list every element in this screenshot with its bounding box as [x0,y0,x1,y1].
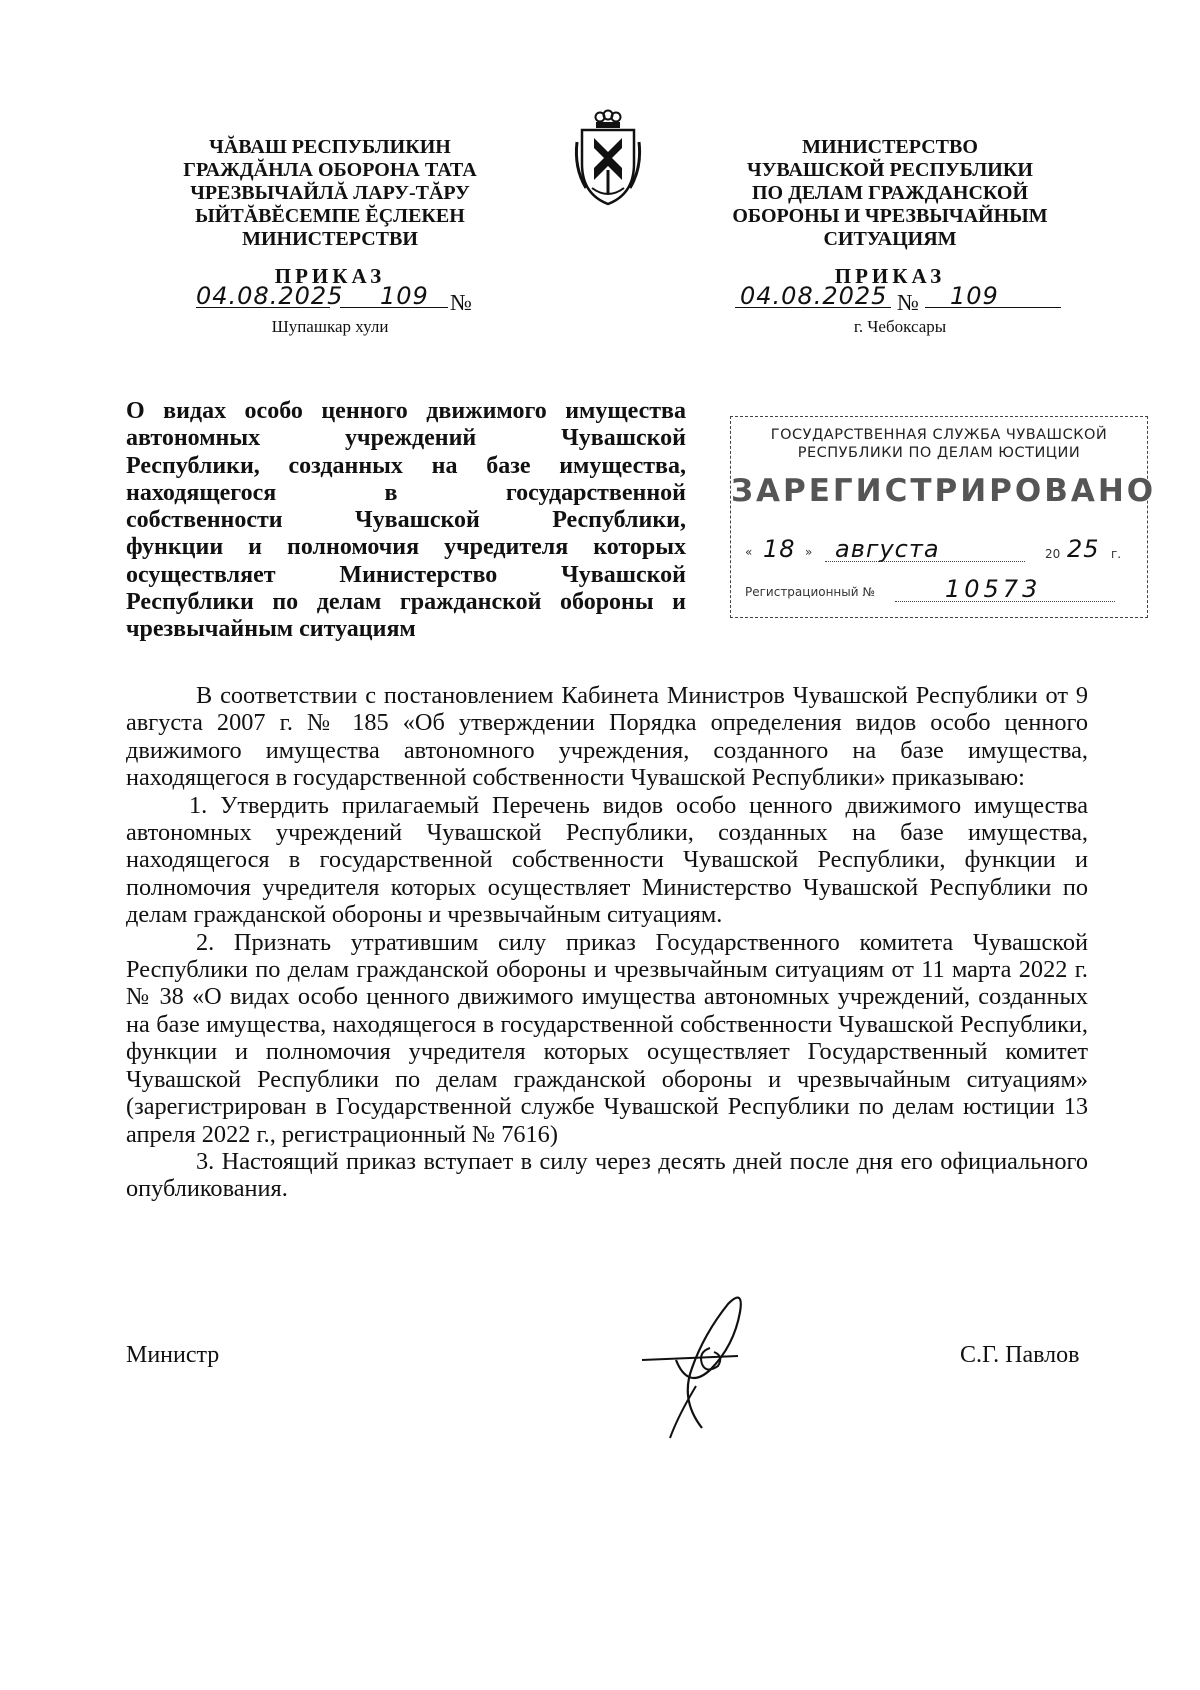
header-right-line: ОБОРОНЫ И ЧРЕЗВЫЧАЙНЫМ [732,205,1048,227]
signature-name: С.Г. Павлов [960,1342,1080,1368]
stamp-agency-line-1: ГОСУДАРСТВЕННАЯ СЛУЖБА ЧУВАШСКОЙ [770,427,1108,443]
stamp-year-mark: г. [1111,547,1122,561]
header-left-place: Шупашкар хули [271,317,389,336]
header-right-line: МИНИСТЕРСТВО [802,136,978,158]
stamp-month: августа [835,535,940,563]
body-preamble: В соответствии с постановлением Кабинета Министров Чувашской Республики от 9 августа 2007 г. № 185 «Об утверждении Порядка определения видов особо ценного движимого имущества автономного учреждения, созданного на базе имущества, находящегося в государственной собственности Чувашской Республики» приказываю: [126,682,1088,792]
stamp-day: 18 [763,535,796,563]
chuvash-republic-emblem-icon [572,108,644,208]
stamp-reg-number: 10573 [945,575,1042,603]
header-left-line: ЧĂВАШ РЕСПУБЛИКИН [209,136,451,158]
stamp-year-prefix: 20 [1045,547,1061,561]
header-left-line: ГРАЖДĂНЛА ОБОРОНА ТАТА [183,159,477,181]
header-right-line: ПО ДЕЛАМ ГРАЖДАНСКОЙ [751,182,1029,204]
title-line: собственности Чувашской Республики, [126,507,686,534]
header-right-place: г. Чебоксары [853,317,947,336]
header-right-order-word: ПРИКАЗ [834,264,946,288]
header-left-line: ЧРЕЗВЫЧАЙЛĂ ЛАРУ-ТĂРУ [190,182,470,204]
header-left-number: 109 [380,282,429,310]
document-title [126,398,686,644]
header-left-ministry-name [170,136,490,251]
title-line: автономных учреждений Чувашской [126,425,686,452]
header-left-date: 04.08.2025 [196,282,344,310]
header-right-ministry-name [720,136,1060,251]
stamp-date-row: « 18 » августа 20 25 г. [745,535,1122,563]
header-left-line: ЫЙТĂВĔСЕМПЕ ĔÇЛЕКЕН [195,205,465,227]
title-line: Республики, созданных на базе имущества, [126,452,686,479]
stamp-status: ЗАРЕГИСТРИРОВАНО [731,473,1157,509]
body-item-3: 3. Настоящий приказ вступает в силу через десять дней после дня его официального опубликования. [126,1147,1088,1203]
stamp-reg-label: Регистрационный № [745,585,875,599]
header-left-number-sign: № [450,290,472,315]
title-line: чрезвычайным ситуациям [126,616,416,643]
header-left-line: МИНИСТЕРСТВИ [242,228,418,250]
header-right-line: СИТУАЦИЯМ [823,228,957,250]
title-line: функции и полномочия учредителя которых [126,534,686,561]
title-line: осуществляет Министерство Чувашской [126,561,686,588]
body-item-2: 2. Признать утратившим силу приказ Государственного комитета Чувашской Республики по делам гражданской обороны и чрезвычайным ситуациям от 11 марта 2022 г. № 38 «О видах особо ценного движимого имущества автономных учреждений, созданных на базе имущества, находящегося в государственной собственности Чувашской Республики, функции и полномочия учредителя которых осуществляет Государственный комитет Чувашской Республики по делам гражданской обороны и чрезвычайным ситуациям» (зарегистрирован в Государственной службе Чувашской Республики по делам юстиции 13 апреля 2022 г., регистрационный № 7616) [126,928,1088,1148]
stamp-registration-row [745,575,1133,605]
registration-stamp [730,416,1157,618]
document-body [126,682,1088,1203]
stamp-agency-line-2: РЕСПУБЛИКИ ПО ДЕЛАМ ЮСТИЦИИ [797,445,1081,461]
signature-position: Министр [126,1342,220,1368]
title-line: О видах особо ценного движимого имущества [126,398,686,424]
title-line: находящегося в государственной [126,479,686,506]
title-line: Республики по делам гражданской обороны и [126,589,686,616]
handwritten-signature [640,1290,760,1440]
stamp-year-suffix: 25 [1067,535,1100,563]
header-right-number: 109 [950,282,999,310]
header-right-line: ЧУВАШСКОЙ РЕСПУБЛИКИ [747,159,1033,181]
body-item-1: 1. Утвердить прилагаемый Перечень видов особо ценного движимого имущества автономных учреждений Чувашской Республики, созданных на базе имущества, находящегося в государственной собственности Чувашской Республики, функции и полномочия учредителя которых осуществляет Министерство Чувашской Республики по делам гражданской обороны и чрезвычайным ситуациям. [126,791,1088,929]
header-right-date: 04.08.2025 [740,282,888,310]
header-right-number-sign: № [897,290,919,315]
header-left-order-word: ПРИКАЗ [274,264,386,288]
